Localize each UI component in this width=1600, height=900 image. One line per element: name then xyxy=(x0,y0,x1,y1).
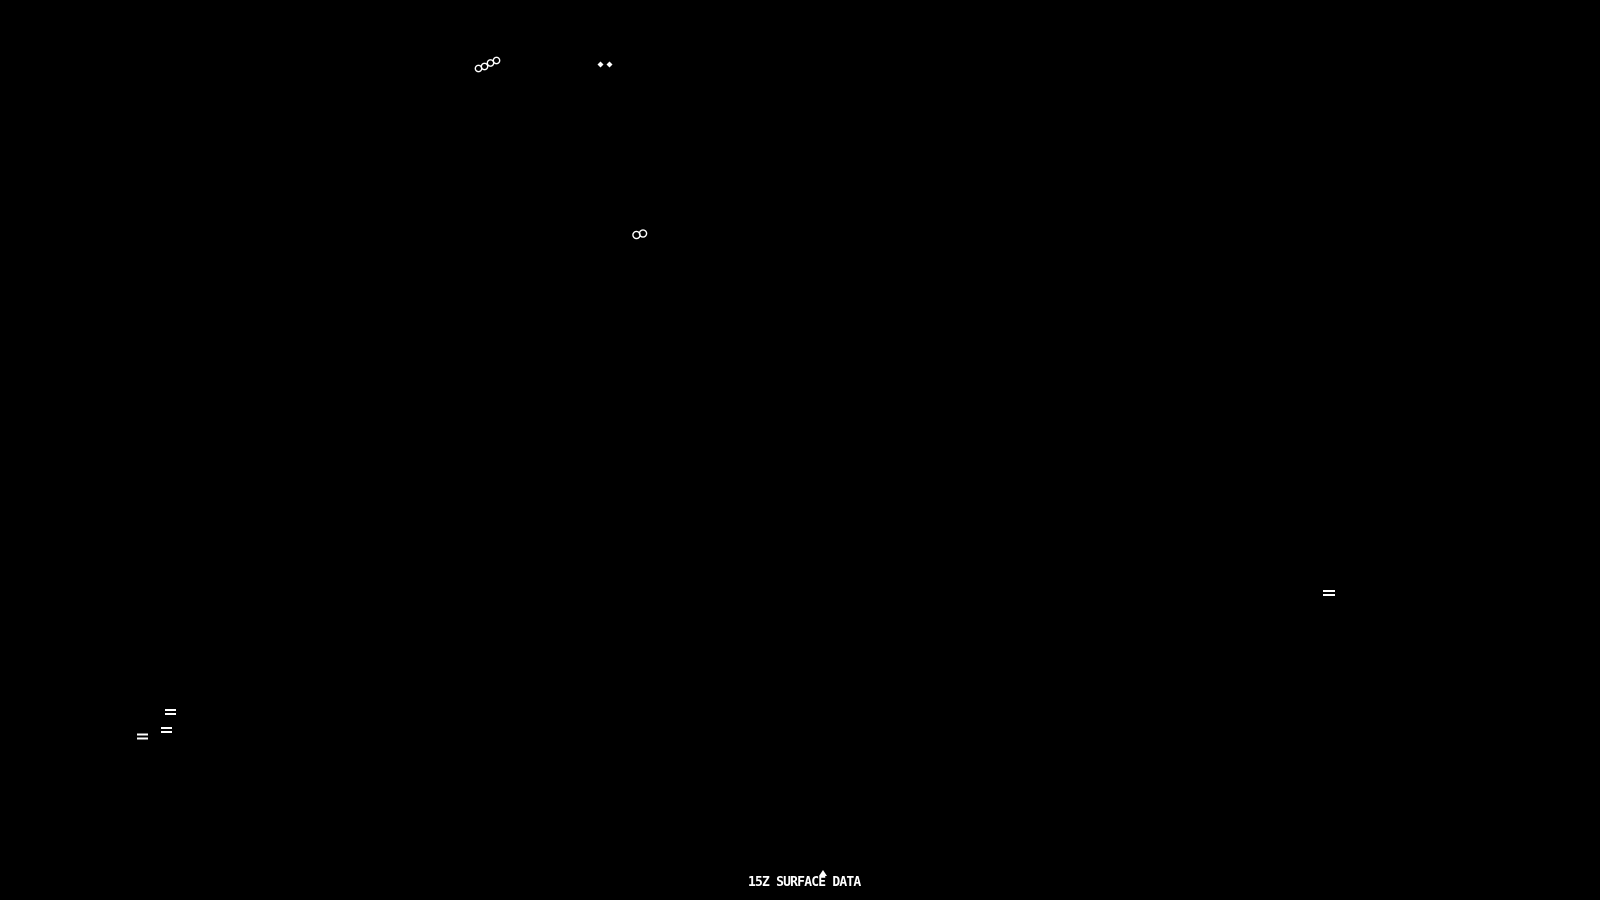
open-circle-symbol xyxy=(493,57,499,63)
equals-bar xyxy=(1323,590,1335,592)
equals-bar xyxy=(165,709,176,711)
filled-diamond-symbol xyxy=(598,62,604,68)
equals-bar xyxy=(161,731,172,733)
fog-equals-symbol xyxy=(1323,590,1335,596)
equals-bar xyxy=(165,713,176,715)
equals-bar xyxy=(1323,594,1335,596)
filled-diamond-symbol xyxy=(607,62,613,68)
open-circle-symbol xyxy=(481,63,487,69)
fog-equals-symbol xyxy=(137,734,148,740)
equals-bar xyxy=(137,738,148,740)
plot-caption: 15Z SURFACE DATA xyxy=(748,875,861,890)
fog-equals-symbol xyxy=(161,727,172,733)
fog-equals-symbol xyxy=(165,709,176,715)
equals-bar xyxy=(161,727,172,729)
equals-bar xyxy=(137,734,148,736)
